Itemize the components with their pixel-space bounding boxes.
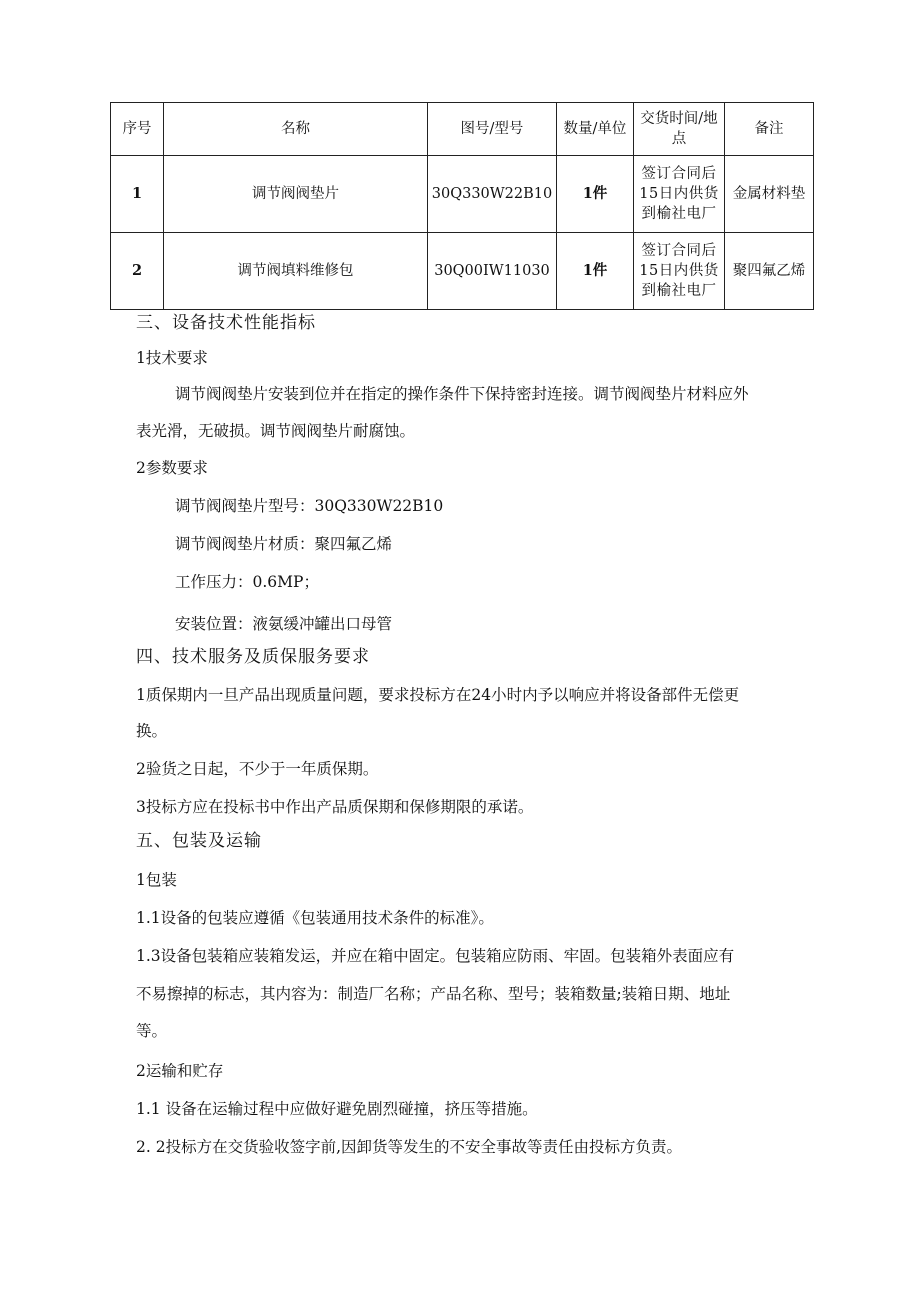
- packing-1-3-line1: 1.3设备包装箱应装箱发运，并应在箱中固定。包装箱应防雨、牢固。包装箱外表面应有: [136, 947, 735, 965]
- header-no: 序号: [111, 103, 164, 156]
- delivery-line: 15日内供货: [639, 263, 719, 279]
- header-delivery-line1: 交货时间/地: [640, 111, 718, 127]
- transport-1-1: 1.1 设备在运输过程中应做好避免剧烈碰撞，挤压等措施。: [136, 1100, 538, 1118]
- header-remark: 备注: [725, 103, 814, 156]
- row-delivery: [634, 233, 725, 310]
- delivery-line: 到榆社电厂: [641, 206, 717, 222]
- packing-1-3-line3: 等。: [136, 1022, 168, 1040]
- row-qty: 1件: [557, 233, 634, 310]
- row-name: 调节阀阀垫片: [164, 156, 428, 233]
- header-name: 名称: [164, 103, 428, 156]
- table-row: [111, 156, 814, 233]
- section-4-title: 四、技术服务及质保服务要求: [136, 647, 370, 667]
- warranty-item2: 2验货之日起，不少于一年质保期。: [136, 760, 379, 778]
- equipment-table: [110, 102, 814, 310]
- row-no: 2: [111, 233, 164, 310]
- table-header-row: [111, 103, 814, 156]
- header-qty: 数量/单位: [557, 103, 634, 156]
- tech-req-title: 1技术要求: [136, 349, 208, 367]
- tech-req-para-line1: 调节阀阀垫片安装到位并在指定的操作条件下保持密封连接。调节阀阀垫片材料应外: [175, 385, 749, 403]
- transport-2-2: 2. 2投标方在交货验收签字前,因卸货等发生的不安全事故等责任由投标方负责。: [136, 1138, 683, 1156]
- transport-title: 2运输和贮存: [136, 1062, 224, 1080]
- row-delivery: [634, 156, 725, 233]
- delivery-line: 到榆社电厂: [641, 283, 717, 299]
- row-name: 调节阀填料维修包: [164, 233, 428, 310]
- row-no: 1: [111, 156, 164, 233]
- header-model: 图号/型号: [428, 103, 557, 156]
- param-material: 调节阀阀垫片材质：聚四氟乙烯: [175, 535, 393, 553]
- param-location: 安装位置：液氨缓冲罐出口母管: [175, 615, 393, 633]
- packing-1-1: 1.1设备的包装应遵循《包装通用技术条件的标准》。: [136, 909, 494, 927]
- packing-1-3-line2: 不易擦掉的标志，其内容为：制造厂名称；产品名称、型号；装箱数量;装箱日期、地址: [136, 985, 731, 1003]
- packing-title: 1包装: [136, 871, 177, 889]
- header-delivery: [634, 103, 725, 156]
- delivery-line: 签订合同后: [641, 166, 717, 182]
- param-pressure: 工作压力：0.6MP；: [175, 573, 319, 591]
- row-qty: 1件: [557, 156, 634, 233]
- tech-req-para-line2: 表光滑，无破损。调节阀阀垫片耐腐蚀。: [136, 422, 416, 440]
- row-remark: 金属材料垫: [725, 156, 814, 233]
- row-model: 30Q00IW11030: [428, 233, 557, 310]
- section-3-title: 三、设备技术性能指标: [136, 313, 316, 333]
- delivery-line: 15日内供货: [639, 186, 719, 202]
- warranty-item3: 3投标方应在投标书中作出产品质保期和保修期限的承诺。: [136, 798, 534, 816]
- warranty-item1-line1: 1质保期内一旦产品出现质量问题，要求投标方在24小时内予以响应并将设备部件无偿更: [136, 686, 740, 704]
- row-model: 30Q330W22B10: [428, 156, 557, 233]
- section-5-title: 五、包装及运输: [136, 831, 262, 851]
- row-remark: 聚四氟乙烯: [725, 233, 814, 310]
- header-delivery-line2: 点: [671, 131, 687, 147]
- warranty-item1-line2: 换。: [136, 722, 168, 740]
- param-model: 调节阀阀垫片型号：30Q330W22B10: [175, 497, 444, 515]
- delivery-line: 签订合同后: [641, 243, 717, 259]
- param-req-title: 2参数要求: [136, 459, 208, 477]
- table-row: [111, 233, 814, 310]
